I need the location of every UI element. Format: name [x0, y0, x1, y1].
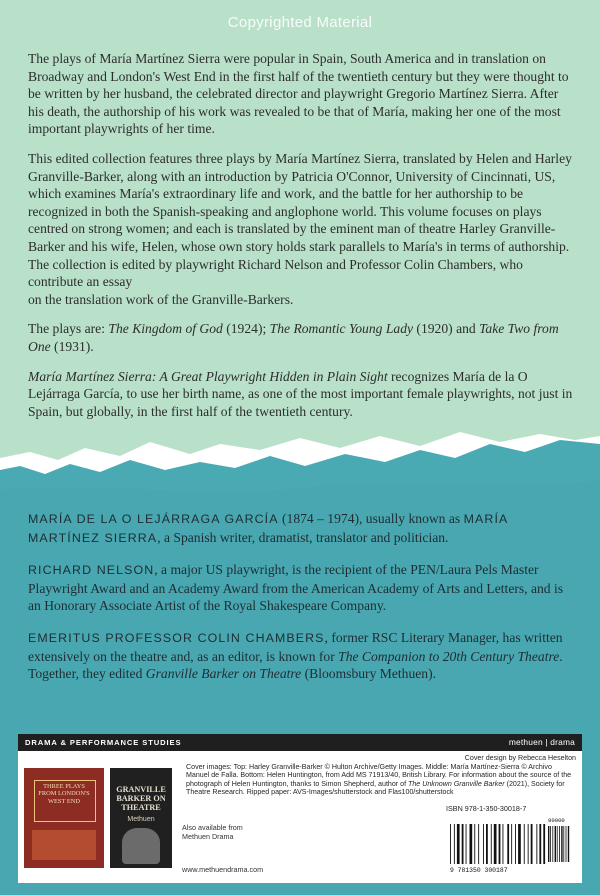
- bio-name-maria: MARÍA DE LA O LEJÁRRAGA GARCÍA: [28, 512, 279, 526]
- play-title-3: Take Two from One: [28, 321, 559, 354]
- image-credits-a: Cover images: Top: Harley Granville-Barker © Hulton Archive/Getty Images. Middle: María Martínez-Sierra © Archivo Manuel de Falla. Bottom: Helen Huntington, from Add MS 71913/40, British Library. For information about the source of the photograph of Helen Huntington, thanks to Simon Shepherd, author of: [186, 762, 572, 788]
- publisher-panel: [18, 734, 582, 883]
- bio-maria-text: , a Spanish writer, dramatist, translator and politician.: [157, 529, 449, 545]
- bio-maria: [28, 510, 576, 547]
- book2-publisher: Methuen: [127, 816, 155, 823]
- publisher-url[interactable]: www.methuendrama.com: [182, 865, 264, 874]
- bio-name-nelson: RICHARD NELSON: [28, 563, 155, 578]
- book2-title: GRANVILLE BARKER ON THEATRE: [116, 785, 166, 812]
- barcode: [448, 816, 572, 874]
- blurb-paragraph-2: [28, 150, 573, 308]
- category-label: DRAMA & PERFORMANCE STUDIES: [25, 738, 182, 747]
- blurb-paragraph-2-text: This edited collection features three plays by María Martínez Sierra, translated by Helen and Harley Granville-Barker, along with an introduction by Patricia O'Connor, University of Cincinnati, US, which examines María's extraordinary life and work, and the battle for her authorship to be recognized in both the Spanish-speaking and anglophone world. This volume focuses on plays centred on strong women; and each is translated by the eminent man of theatre Harley Granville-Barker and his wife, Helen, whose own story holds stark parallels to María's in terms of authorship. The collection is edited by playwright Richard Nelson and Professor Colin Chambers, who contribute an essay: [28, 150, 572, 290]
- play-year-1: (1924);: [222, 321, 270, 337]
- book-title: María Martínez Sierra: A Great Playwright Hidden in Plain Sight: [28, 368, 388, 384]
- book1-title: THREE PLAYS FROM LONDON'S WEST END: [38, 783, 90, 805]
- bio-nelson-text: , a major US playwright, is the recipient of the PEN/Laura Pels Master Playwright Award and an Academy Award from the American Academy of Arts and Letters, and is an Honorary Associate Artist of the Royal Shakespeare Company.: [28, 562, 564, 614]
- blurb-paragraph-1: The plays of María Martínez Sierra were popular in Spain, South America and in translation on Broadway and London's West End in the first half of the twentieth century but they were thought to be written by her husband, the celebrated director and playwright Gregorio Martínez Sierra. After his death, the authorship of his work was revealed to be that of María, making her one of the most important playwrights of her time.: [28, 51, 569, 137]
- blurb-plays-list: [28, 320, 573, 355]
- play-title-1: The Kingdom of God: [108, 321, 223, 337]
- category-bar: [18, 734, 582, 751]
- image-credits-book: The Unknown Granville Barker: [408, 779, 505, 788]
- play-title-2: The Romantic Young Lady: [269, 321, 414, 337]
- watermark: Copyrighted Material: [227, 14, 373, 31]
- also-available-label: Also available from Methuen Drama: [182, 823, 243, 842]
- book1-illustration: [32, 830, 96, 860]
- image-credits: [186, 763, 576, 797]
- play-year-3: (1931).: [50, 338, 94, 354]
- bio-chambers-text-b: . Together, they edited: [28, 648, 563, 682]
- blurb-paragraph-4-text: recognizes María de la O Lejárraga García, to use her birth name, as one of the most important female playwrights, not just in Spain, but globally, in the first half of the twentieth century.: [28, 368, 573, 419]
- book2-portrait: [122, 828, 160, 864]
- related-book-thumbnail-1: [24, 768, 104, 868]
- bio-chambers: [28, 629, 576, 683]
- bio-maria-dates: (1874 – 1974), usually known as: [278, 511, 464, 526]
- cover-credits: [186, 754, 576, 797]
- publisher-logo: methuen | drama: [508, 737, 575, 747]
- play-year-2: (1920) and: [413, 321, 480, 337]
- related-book-thumbnail-2: [110, 768, 172, 868]
- design-credit: Cover design by Rebecca Heselton: [464, 754, 576, 762]
- bio-name-chambers: EMERITUS PROFESSOR COLIN CHAMBERS: [28, 630, 325, 645]
- bio-chambers-text-a: , former RSC Literary Manager, has written extensively on the theatre and, as an editor, is known for: [28, 629, 563, 664]
- author-bios: [28, 510, 576, 697]
- barcode-digits: 9 781350 300187: [450, 867, 508, 874]
- blurb-paragraph-4: [28, 368, 573, 421]
- plays-lead: The plays are:: [28, 321, 109, 337]
- isbn-label: ISBN 978-1-350-30018-7: [446, 804, 527, 813]
- image-credits-b: (2021), Society for Theatre Research. Ripped paper: AVS-Images/shutterstock and Flas100/shutterstock: [186, 779, 565, 797]
- bio-chambers-book-2: Granville Barker on Theatre: [145, 666, 302, 682]
- blurb-paragraph-2-tail: on the translation work of the Granville-Barkers.: [28, 291, 294, 307]
- bio-chambers-book-1: The Companion to 20th Century Theatre: [338, 648, 560, 664]
- bio-nelson: [28, 561, 576, 615]
- barcode-bars: [450, 824, 569, 864]
- bio-chambers-text-c: (Bloomsbury Methuen).: [301, 666, 437, 682]
- blurb: [28, 50, 573, 432]
- bio-name-maria-alt: MARÍA MARTÍNEZ SIERRA: [28, 512, 508, 545]
- barcode-addon: 90000: [548, 817, 565, 824]
